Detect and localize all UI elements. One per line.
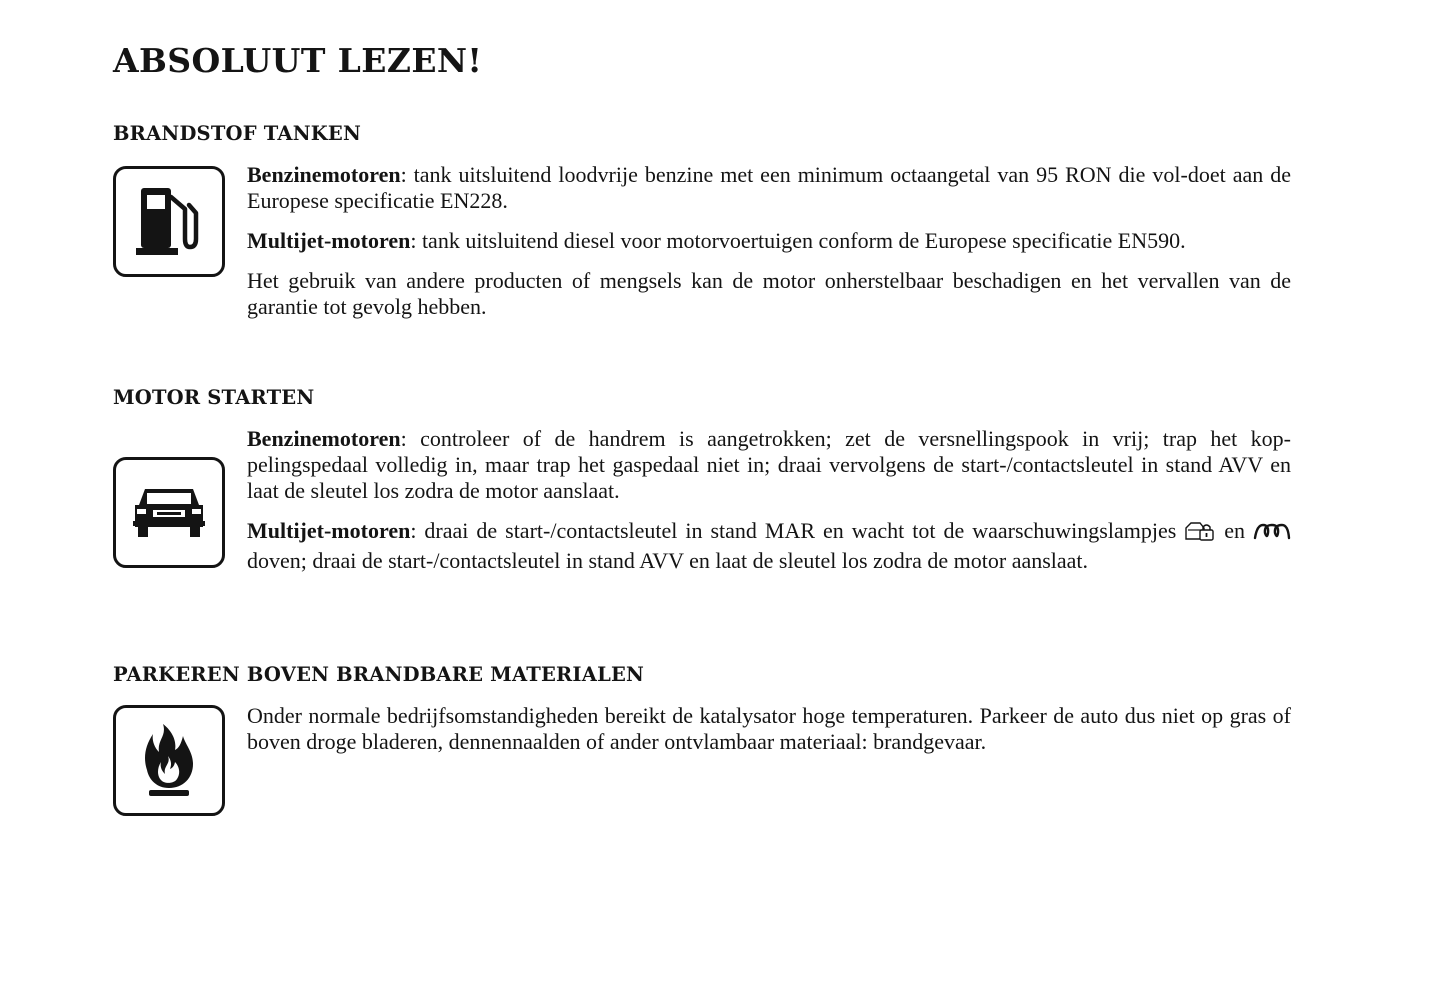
paragraph-diesel-start [247, 518, 1291, 574]
text-diesel-start-c: doven; draai de start-/contactsleutel in stand AVV en laat de sleutel los zodra de motor aanslaat. [247, 548, 1089, 573]
label-petrol-start: Benzinemotoren [247, 426, 401, 451]
section-body-fuel [247, 162, 1291, 334]
flame-icon [113, 705, 225, 816]
text-diesel: : tank uitsluitend diesel voor motorvoertuigen conform de Europese specificatie EN590. [410, 228, 1186, 253]
text-petrol-start: : controleer of de handrem is aangetrokken; zet de versnellingspook in vrij; trap het kop-pelingspedaal volledig in, maar trap het gaspedaal niet in; draai vervolgens de start-/contactsleutel in stand AVV en laat de sleutel los zodra de motor aanslaat. [247, 426, 1291, 503]
section-heading-parking: PARKEREN BOVEN BRANDBARE MATERIALEN [113, 663, 645, 686]
paragraph-parking: Onder normale bedrijfsomstandigheden bereikt de katalysator hoge temperaturen. Parkeer de auto dus niet op gras of boven droge bladeren, dennennaalden of ander ontvlambaar materiaal: brandgevaar. [247, 703, 1291, 754]
paragraph-diesel [247, 228, 1291, 254]
label-petrol: Benzinemotoren [247, 162, 401, 187]
paragraph-warning: Het gebruik van andere producten of mengsels kan de motor onherstelbaar beschadigen en het vervallen van de garantie tot gevolg hebben. [247, 268, 1291, 319]
paragraph-petrol-start [247, 426, 1291, 504]
glow-plug-icon [1253, 522, 1291, 548]
label-diesel: Multijet-motoren [247, 228, 411, 253]
text-diesel-start-b: en [1224, 518, 1246, 543]
label-diesel-start: Multijet-motoren [247, 518, 411, 543]
section-body-parking [247, 703, 1291, 769]
fuel-pump-icon [113, 166, 225, 277]
text-diesel-start-a: : draai de start-/contactsleutel in stand MAR en wacht tot de waarschuwingslampjes [410, 518, 1177, 543]
section-body-start [247, 426, 1291, 588]
text-petrol: : tank uitsluitend loodvrije benzine met een minimum octaangetal van 95 RON die vol-doet aan de Europese specificatie EN228. [247, 162, 1291, 213]
paragraph-petrol [247, 162, 1291, 214]
immobilizer-warning-icon [1184, 520, 1216, 548]
car-front-icon [113, 457, 225, 568]
section-heading-fuel: BRANDSTOF TANKEN [113, 122, 361, 145]
page-title: ABSOLUUT LEZEN! [113, 41, 483, 80]
section-heading-start: MOTOR STARTEN [113, 386, 315, 409]
